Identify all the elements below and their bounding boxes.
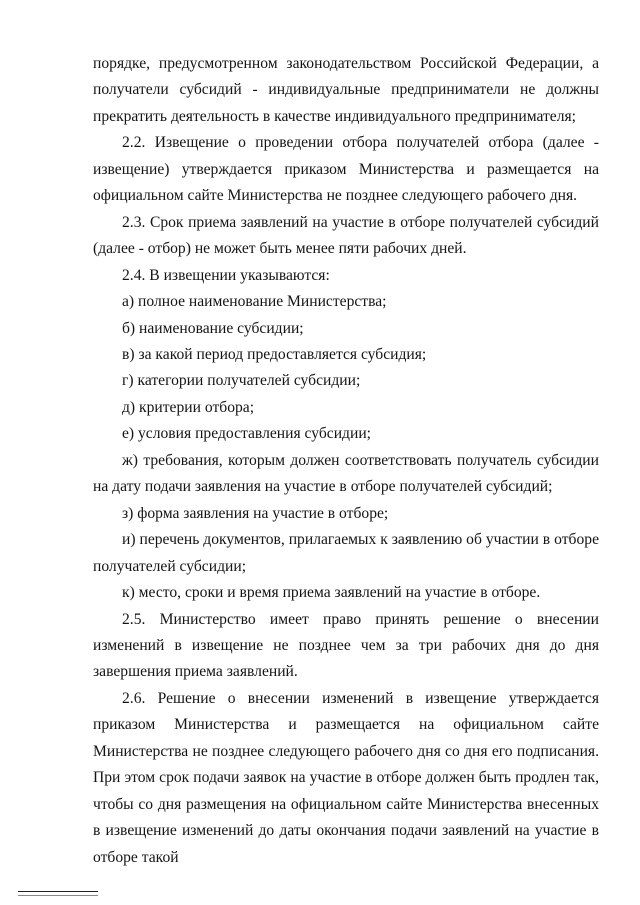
paragraph-2-4: 2.4. В извещении указываются: <box>122 266 330 284</box>
list-item-d: д) критерии отбора; <box>122 398 255 416</box>
footer-rule <box>18 891 98 892</box>
paragraph-continuation: порядке, предусмотренном законодательством Российской Федерации, а получатели субсидий - индивидуальные предприниматели не должны прекратить деятельность в качестве индивидуального предпринимателя; <box>93 55 599 125</box>
list-item-i: и) перечень документов, прилагаемых к заявлению об участии в отборе получателей субсидии; <box>93 531 599 575</box>
list-item-e: е) условия предоставления субсидии; <box>122 425 371 443</box>
list-item-g: г) категории получателей субсидии; <box>122 372 361 390</box>
list-item-k: к) место, сроки и время приема заявлений на участие в отборе. <box>122 584 541 602</box>
paragraph-2-3: 2.3. Срок приема заявлений на участие в отборе получателей субсидий (далее - отбор) не может быть менее пяти рабочих дней. <box>93 213 599 258</box>
list-item-a: а) полное наименование Министерства; <box>122 293 387 311</box>
document-text <box>93 51 599 871</box>
list-item-z: з) форма заявления на участие в отборе; <box>122 504 389 522</box>
list-item-v: в) за какой период предоставляется субсидия; <box>122 345 427 363</box>
footer-rule-shadow <box>18 895 98 896</box>
paragraph-2-2: 2.2. Извещение о проведении отбора получателей отбора (далее - извещение) утверждается приказом Министерства и размещается на официальном сайте Министерства не позднее следующего рабочего дня. <box>93 134 599 205</box>
paragraph-2-5: 2.5. Министерство имеет право принять решение о внесении изменений в извещение не позднее чем за три рабочих дня до дня завершения приема заявлений. <box>93 610 599 681</box>
list-item-b: б) наименование субсидии; <box>122 319 304 337</box>
list-item-zh: ж) требования, которым должен соответствовать получатель субсидии на дату подачи заявления на участие в отборе получателей субсидий; <box>93 451 599 496</box>
paragraph-2-6: 2.6. Решение о внесении изменений в извещение утверждается приказом Министерства и размещается на официальном сайте Министерства не позднее следующего рабочего дня со дня его подписания. При этом срок подачи заявок на участие в отборе должен быть продлен так, чтобы со дня размещения на официальном сайте Министерства внесенных в извещение изменений до даты окончания подачи заявлений на участие в отборе такой <box>93 689 599 866</box>
